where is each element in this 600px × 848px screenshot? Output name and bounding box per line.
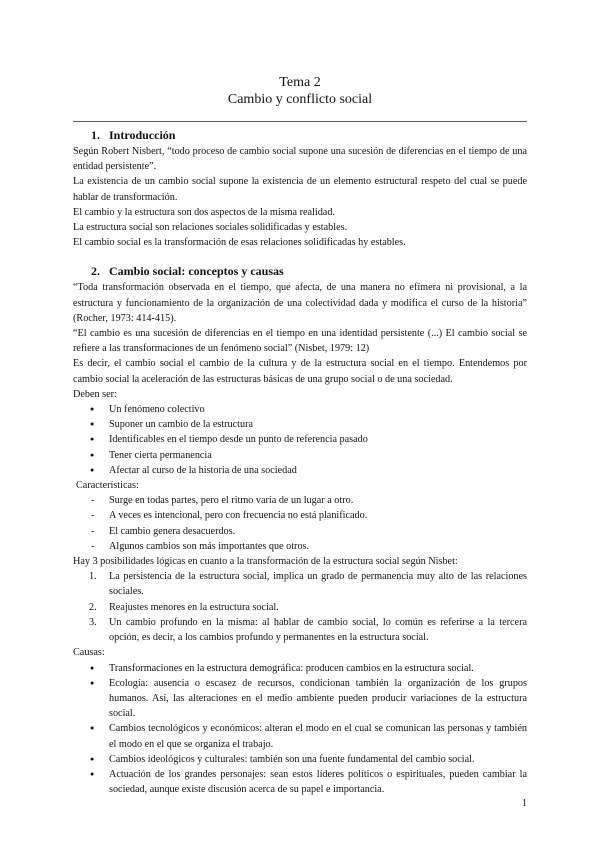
list-intro: Hay 3 posibilidades lógicas en cuanto a la transformación de la estructura social según Nisbet: [73,556,458,568]
deben-ser-list [73,402,527,478]
caracteristicas-list [73,493,527,554]
list-item: ● Un fenómeno colectivo [73,402,527,417]
quote-paragraph: “El cambio es una sucesión de diferencias en el tiempo en una identidad persistente (...) El cambio social se refiere a las transformaciones de un fenómeno social” (Nisbet, 1979: 12) [73,328,527,355]
list-item: ● Suponer un cambio de la estructura [73,417,527,432]
list-item: ● Actuación de los grandes personajes: sean estos líderes políticos o espirituales, pueden cambiar la sociedad, aunque existe discusión acerca de su papel e importancia. [73,767,527,797]
list-intro: Causas: [73,647,105,659]
list-item: ● Tener cierta permanencia [73,448,527,463]
document-subtitle: Cambio y conflicto social [227,92,373,107]
list-item: ● Cambios ideológicos y culturales: también son una fuente fundamental del cambio social. [73,752,527,767]
page-number: 1 [522,798,527,809]
paragraph: Es decir, el cambio social el cambio de la cultura y de la estructura social en el tiempo. Entendemos por cambio social la aceleración de las estructuras básicas de una grupo social o de una sociedad. [73,358,527,385]
paragraph: El cambio y la estructura son dos aspectos de la misma realidad. [73,206,335,218]
list-item: ● Transformaciones en la estructura demográfica: producen cambios en la estructura social. [73,661,527,676]
section-2-title: Cambio social: conceptos y causas [109,264,284,279]
section-1-number: 1. [91,128,100,142]
section-2-number: 2. [91,264,100,279]
paragraph: La existencia de un cambio social supone la existencia de un elemento estructural respeto del cual se puede hablar de transformación. [73,176,527,203]
paragraph: La estructura social son relaciones sociales solidificadas y estables. [73,222,348,234]
list-item: - El cambio genera desacuerdos. [73,524,527,539]
list-item: ● Cambios tecnológicos y económicos: alteran el modo en el cual se comunican las personas y también el modo en el que se organiza el trabajo. [73,721,527,751]
list-item: - A veces es intencional, pero con frecuencia no está planificado. [73,508,527,523]
title-separator [73,121,527,122]
list-item: - Surge en todas partes, pero el ritmo varía de un lugar a otro. [73,493,527,508]
list-item: Reajustes menores en la estructura social. [109,601,279,613]
document-title: Tema 2 [279,75,321,90]
section-2-heading [91,264,527,279]
quote-paragraph: “Toda transformación observada en el tiempo, que afecta, de una manera no efímera ni provisional, a la estructura y funcionamiento de la organización de una colectividad dada y modifica el curso de la historia” (Rocher, 1973: 414-415). [73,282,527,324]
list-item: ● Identificables en el tiempo desde un punto de referencia pasado [73,432,527,447]
section-1-title: Introducción [109,128,176,142]
causas-list [73,661,527,798]
section-1-heading [91,128,527,143]
paragraph: El cambio social es la transformación de esas relaciones solidificadas hy estables. [73,237,406,249]
list-item: Un cambio profundo en la misma: al hablar de cambio social, lo común es referirse a la tercera opción, es decir, a los cambios profundo y permanentes en la estructura social. [109,616,527,644]
list-intro: Características: [76,480,139,492]
list-item: ● Afectar al curso de la historia de una sociedad [73,463,527,478]
list-item: La persistencia de la estructura social, implica un grado de permanencia muy alto de las relaciones sociales. [109,571,527,598]
list-item: - Algunos cambios son más importantes que otros. [73,539,527,554]
list-intro: Deben ser: [73,388,117,400]
paragraph: Según Robert Nisbert, “todo proceso de cambio social supone una sucesión de diferencias en el tiempo de una entidad persistente”. [73,146,527,173]
posibilidades-list [73,569,527,645]
list-item: ● Ecología: ausencia o escasez de recursos, condicionan también la organización de los grupos humanos. Así, las alteraciones en el medio ambiente pueden producir variaciones de la estructura social. [73,676,527,722]
